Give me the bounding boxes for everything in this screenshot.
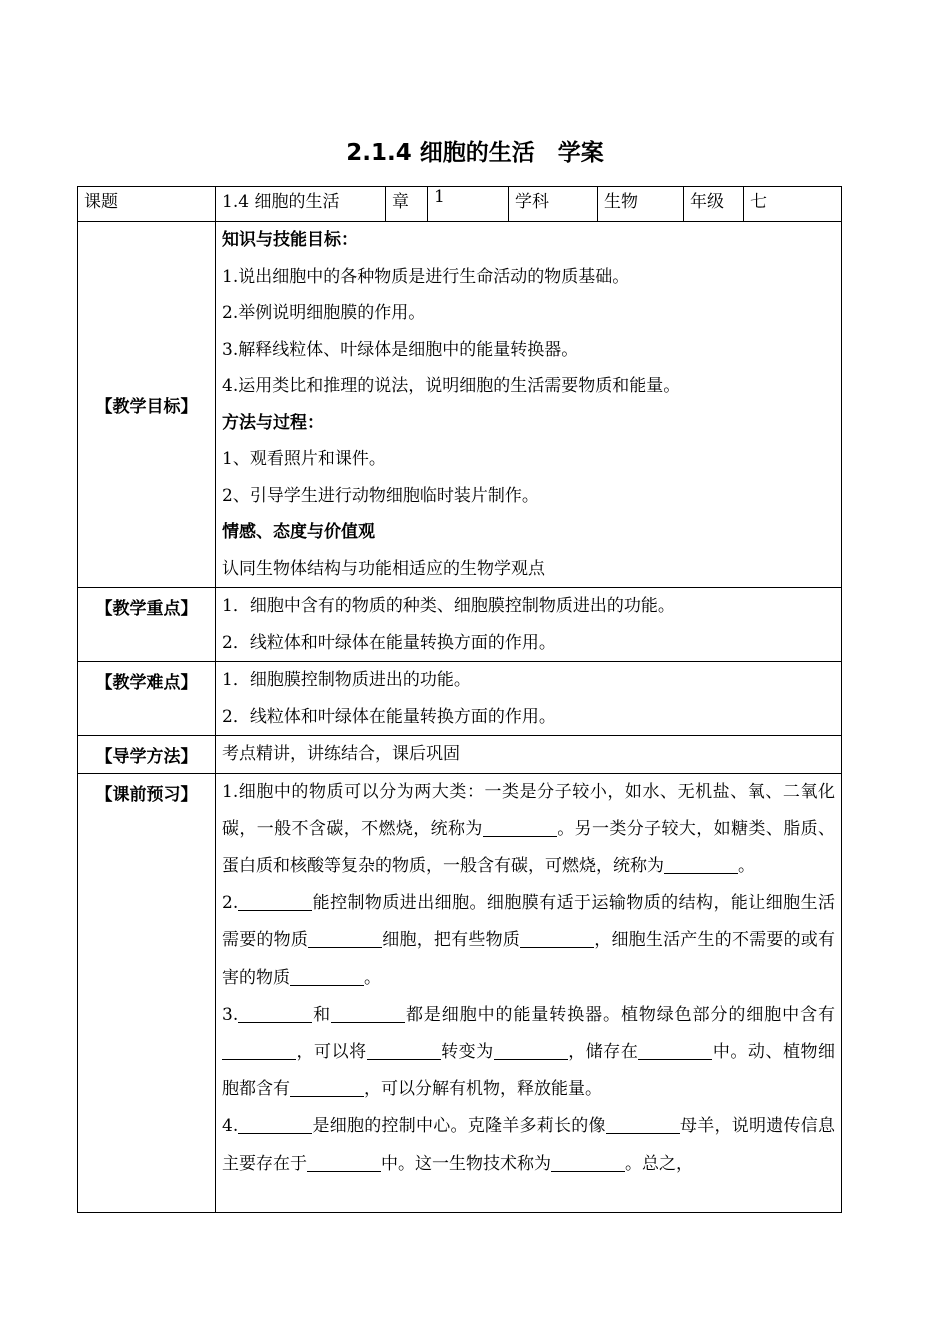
emotion-item: 认同生物体结构与功能相适应的生物学观点 xyxy=(222,558,545,579)
key-point-item: 1．细胞中含有的物质的种类、细胞膜控制物质进出的功能。 xyxy=(222,596,675,616)
key-points-content xyxy=(216,588,842,662)
preview-question-3: 3. 和 都是细胞中的能量转换器。植物绿色部分的细胞中含有，可以将 转变为 ，储存在 中。动、植物细胞都含有 ，可以分解有机物，释放能量。 xyxy=(222,1004,836,1100)
key-points-row xyxy=(78,588,842,662)
grade-value: 七 xyxy=(744,187,842,222)
method-item: 1、观看照片和课件。 xyxy=(222,449,386,469)
answer-blank[interactable] xyxy=(483,819,557,837)
topic-label: 课题 xyxy=(78,187,216,222)
preview-label: 【课前预习】 xyxy=(78,773,216,1212)
method-item: 2、引导学生进行动物细胞临时装片制作。 xyxy=(222,485,539,506)
difficulty-item: 2．线粒体和叶绿体在能量转换方面的作用。 xyxy=(222,706,556,727)
preview-question-4: 4. 是细胞的控制中心。克隆羊多莉长的像 母羊，说明遗传信息主要存在于 中。这一生物技术称为 。总之， xyxy=(222,1116,836,1174)
method-heading: 方法与过程： xyxy=(222,412,324,433)
difficulties-row xyxy=(78,662,842,736)
answer-blank[interactable] xyxy=(238,1116,312,1134)
objectives-label: 【教学目标】 xyxy=(78,222,216,588)
preview-question-2: 2. 能控制物质进出细胞。细胞膜有适于运输物质的结构，能让细胞生活需要的物质 细胞，把有些物质 ，细胞生活产生的不需要的或有害的物质 。 xyxy=(222,893,836,988)
knowledge-item: 2.举例说明细胞膜的作用。 xyxy=(222,303,426,323)
answer-blank[interactable] xyxy=(331,1005,405,1023)
objectives-content xyxy=(216,222,842,588)
answer-blank[interactable] xyxy=(307,1154,381,1172)
answer-blank[interactable] xyxy=(308,930,382,948)
page-title: 2.1.4 细胞的生活 学案 xyxy=(346,140,604,166)
preview-question-1: 1.细胞中的物质可以分为两大类：一类是分子较小，如水、无机盐、氧、二氧化碳，一般不含碳，不燃烧，统称为 。另一类分子较大，如糖类、脂质、蛋白质和核酸等复杂的物质，一般含有碳，可燃烧，统称为 。 xyxy=(222,781,836,876)
answer-blank[interactable] xyxy=(520,930,594,948)
answer-blank[interactable] xyxy=(494,1042,568,1060)
lesson-plan-table xyxy=(77,186,842,1213)
answer-blank[interactable] xyxy=(238,1005,312,1023)
grade-label: 年级 xyxy=(684,187,744,222)
header-row xyxy=(78,187,842,222)
method-content xyxy=(216,736,842,774)
answer-blank[interactable] xyxy=(664,856,738,874)
knowledge-heading: 知识与技能目标： xyxy=(222,230,358,250)
difficulty-item: 1．细胞膜控制物质进出的功能。 xyxy=(222,670,471,690)
answer-blank[interactable] xyxy=(638,1042,712,1060)
chapter-label: 章 xyxy=(386,187,428,222)
answer-blank[interactable] xyxy=(290,968,364,986)
knowledge-item: 3.解释线粒体、叶绿体是细胞中的能量转换器。 xyxy=(222,339,579,360)
knowledge-item: 1.说出细胞中的各种物质是进行生命活动的物质基础。 xyxy=(222,266,630,287)
difficulties-content xyxy=(216,662,842,736)
answer-blank[interactable] xyxy=(222,1042,296,1060)
difficulties-label: 【教学难点】 xyxy=(78,662,216,736)
answer-blank[interactable] xyxy=(238,893,312,911)
method-row xyxy=(78,736,842,774)
answer-blank[interactable] xyxy=(290,1079,364,1097)
subject-value: 生物 xyxy=(598,187,684,222)
method-text: 考点精讲，讲练结合，课后巩固 xyxy=(222,744,460,764)
method-label: 【导学方法】 xyxy=(78,736,216,774)
objectives-row xyxy=(78,222,842,588)
preview-content xyxy=(216,773,842,1212)
key-points-label: 【教学重点】 xyxy=(78,588,216,662)
chapter-value: 1 xyxy=(428,187,509,222)
subject-label: 学科 xyxy=(509,187,598,222)
knowledge-item: 4.运用类比和推理的说法，说明细胞的生活需要物质和能量。 xyxy=(222,376,681,396)
answer-blank[interactable] xyxy=(551,1154,625,1172)
topic-value: 1.4 细胞的生活 xyxy=(216,187,386,222)
key-point-item: 2．线粒体和叶绿体在能量转换方面的作用。 xyxy=(222,632,556,653)
emotion-heading: 情感、态度与价值观 xyxy=(222,522,375,542)
answer-blank[interactable] xyxy=(367,1042,441,1060)
answer-blank[interactable] xyxy=(606,1116,680,1134)
preview-row xyxy=(78,773,842,1212)
